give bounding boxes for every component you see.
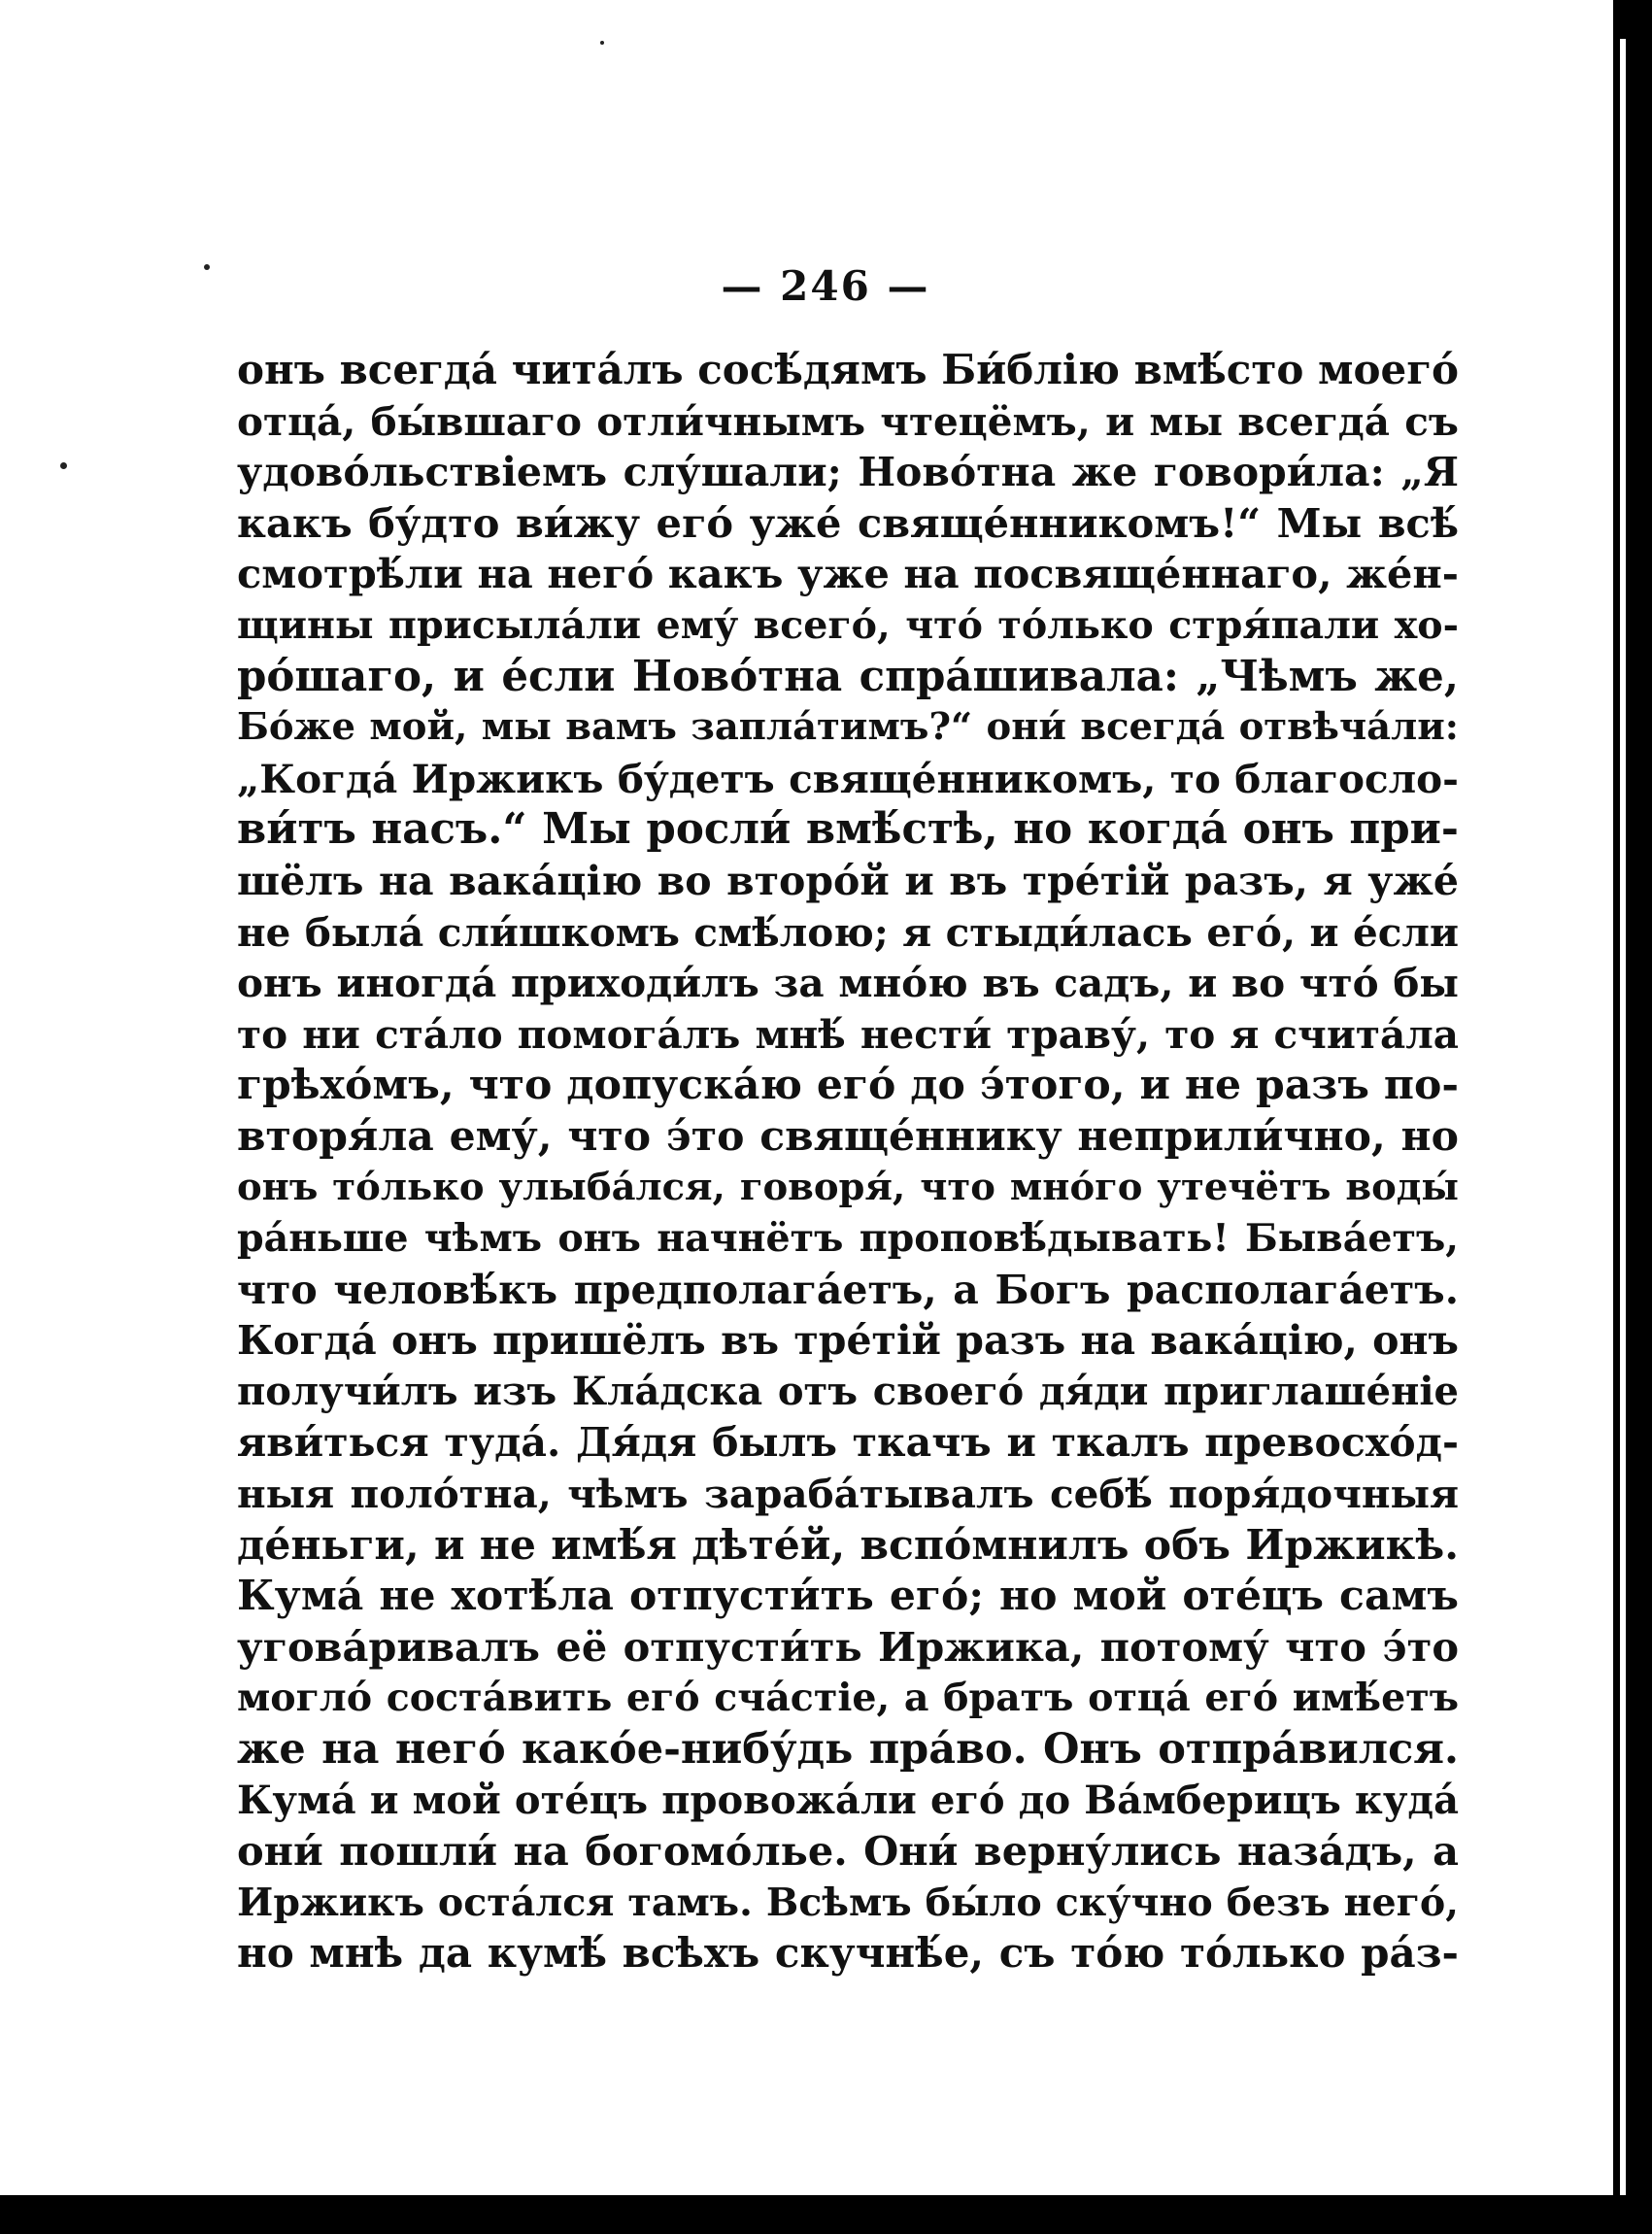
body-text	[237, 345, 1459, 1980]
text-line: онъ иногда́ приходи́лъ за мно́ю въ садъ, и во что́ бы	[237, 960, 1459, 1007]
text-line: Иржикъ оста́лся тамъ. Всѣмъ бы́ло ску́чно безъ него́,	[237, 1879, 1459, 1925]
scan-speck	[600, 41, 604, 45]
scan-border-right-gap	[1620, 39, 1626, 2195]
text-line: какъ бу́дто ви́жу его́ уже́ свяще́нникомъ!“ Мы всѣ́	[237, 498, 1459, 547]
text-line: они́ пошли́ на богомо́лье. Они́ верну́лись наза́дъ, а	[237, 1827, 1459, 1876]
text-line: получи́лъ изъ Кла́дска отъ своего́ дя́ди приглаше́ніе	[237, 1368, 1459, 1414]
text-line: шёлъ на вака́цію во второ́й и въ тре́тій разъ, я уже́	[237, 857, 1459, 904]
text-line: ныя поло́тна, чѣмъ зараба́тывалъ себѣ́ поря́дочныя	[237, 1471, 1459, 1518]
text-line: вторя́ла ему́, что э́то свяще́ннику неприли́чно, но	[237, 1111, 1459, 1161]
text-line: онъ то́лько улыба́лся, говоря́, что мно́го утечётъ воды́	[237, 1165, 1459, 1209]
text-line: де́ньги, и не имѣ́я дѣте́й, вспо́мнилъ объ Иржикѣ.	[237, 1520, 1459, 1570]
text-line: яви́ться туда́. Дя́дя былъ ткачъ и ткалъ превосхо́д-	[237, 1419, 1459, 1467]
text-line: удово́льствіемъ слу́шали; Ново́тна же говори́ла: „Я	[237, 449, 1459, 496]
scan-speck	[60, 462, 67, 469]
text-line: угова́ривалъ её отпусти́ть Иржика, потому́ что э́то	[237, 1622, 1459, 1671]
text-line: могло́ соста́вить его́ сча́стіе, а братъ отца́ его́ имѣ́етъ	[237, 1676, 1459, 1721]
text-line: грѣхо́мъ, что допуска́ю его́ до э́того, и не разъ по-	[237, 1061, 1459, 1110]
text-line: но мнѣ да кумѣ́ всѣхъ скучнѣ́е, съ то́ю то́лько ра́з-	[237, 1929, 1459, 1978]
page-number: — 246 —	[721, 262, 930, 310]
scan-border-right	[1613, 0, 1652, 2234]
text-line: отца́, бы́вшаго отли́чнымъ чтецёмъ, и мы всегда́ съ	[237, 397, 1459, 445]
scan-border-bottom	[0, 2195, 1652, 2234]
text-line: Кума́ не хотѣ́ла отпусти́ть его́; но мой оте́цъ самъ	[237, 1572, 1459, 1621]
text-line: Бо́же мой, мы вамъ запла́тимъ?“ они́ всегда́ отвѣча́ли:	[237, 705, 1459, 750]
text-line: не была́ сли́шкомъ смѣ́лою; я стыди́лась его́, и е́сли	[237, 908, 1459, 956]
text-line: что человѣ́къ предполага́етъ, а Богъ располага́етъ.	[237, 1266, 1459, 1313]
text-line: щины присыла́ли ему́ всего́, что́ то́лько стря́пали хо-	[237, 602, 1459, 648]
text-line: смотрѣ́ли на него́ какъ уже на посвяще́ннаго, же́н-	[237, 550, 1459, 598]
text-line: онъ всегда́ чита́лъ сосѣ́дямъ Би́блію вмѣ́сто моего́	[237, 346, 1459, 393]
scan-speck	[204, 264, 210, 270]
text-line: ви́тъ насъ.“ Мы росли́ вмѣ́стѣ, но когда́ онъ при-	[237, 804, 1459, 855]
text-line: „Когда́ Иржикъ бу́детъ свяще́нникомъ, то благосло-	[237, 755, 1459, 802]
text-line: же на него́ како́е-нибу́дь пра́во. Онъ отпра́вился.	[237, 1725, 1459, 1775]
text-line: ро́шаго, и е́сли Ново́тна спра́шивала: „Чѣмъ же,	[237, 651, 1459, 701]
text-line: ра́ньше чѣмъ онъ начнётъ проповѣ́дывать! Быва́етъ,	[237, 1216, 1459, 1262]
text-line: то ни ста́ло помога́лъ мнѣ́ нести́ траву́, то я счита́ла	[237, 1010, 1459, 1058]
text-line: Кума́ и мой оте́цъ провожа́ли его́ до Ва́мберицъ куда́	[237, 1777, 1459, 1823]
text-line: Когда́ онъ пришёлъ въ тре́тій разъ на вака́цію, онъ	[237, 1317, 1459, 1365]
